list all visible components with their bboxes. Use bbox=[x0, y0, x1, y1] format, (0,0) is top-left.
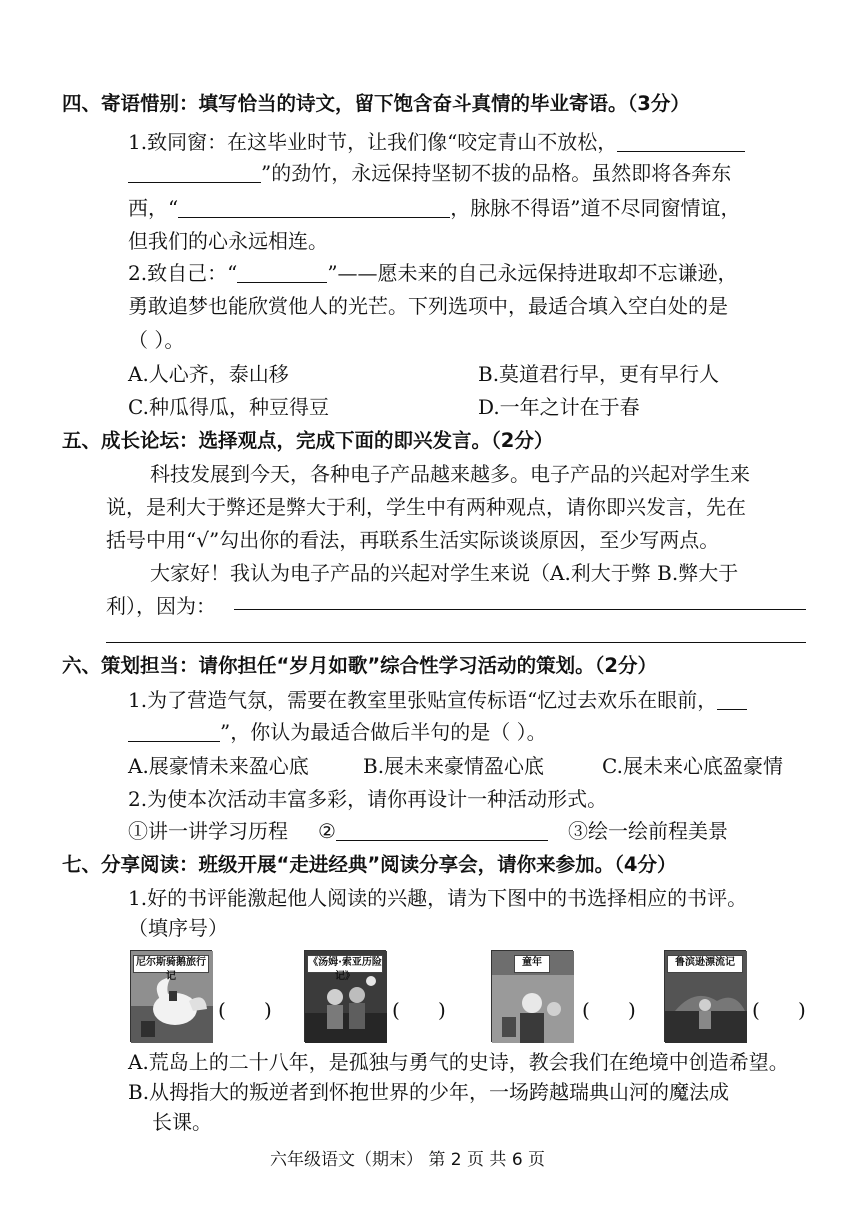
book-3-answer-paren[interactable]: ( ) bbox=[582, 998, 636, 1022]
s6-option-b: B.展未来豪情盈心底 bbox=[363, 754, 545, 778]
book-2-title: 《汤姆·索亚历险记》 bbox=[308, 957, 382, 982]
s5-speech-line2: 利），因为： bbox=[106, 594, 216, 618]
book-cover-childhood bbox=[491, 950, 573, 1042]
s4-q2-blank[interactable] bbox=[237, 262, 327, 283]
s4-q1-text-c2: ，脉脉不得语”道不尽同窗情谊， bbox=[450, 196, 741, 220]
s4-option-d: D.一年之计在于春 bbox=[478, 395, 640, 419]
s6-option-a: A.展豪情未来盈心底 bbox=[128, 754, 309, 778]
book-cover-nils bbox=[130, 950, 212, 1042]
s5-speech-line1: 大家好！我认为电子产品的兴起对学生来说（A.利大于弊 B.弊大于 bbox=[150, 561, 739, 585]
s4-q1-line4: 但我们的心永远相连。 bbox=[128, 229, 328, 253]
s6-q1-line2 bbox=[128, 718, 547, 746]
s4-q1-text-a: 1.致同窗：在这毕业时节，让我们像“咬定青山不放松， bbox=[128, 130, 618, 154]
s6-q1-line1 bbox=[128, 686, 747, 714]
s6-q1-text-a: 1.为了营造气氛，需要在教室里张贴宣传标语“忆过去欢乐在眼前， bbox=[128, 688, 718, 712]
s6-q2-text: 2.为使本次活动丰富多彩，请你再设计一种活动形式。 bbox=[128, 787, 608, 811]
s5-answer-line-1[interactable] bbox=[234, 609, 806, 610]
s6-q2-item-3: ③绘一绘前程美景 bbox=[568, 819, 728, 843]
book-cover-robinson-crusoe bbox=[664, 950, 746, 1042]
book-4-title: 鲁滨逊漂流记 bbox=[667, 955, 743, 973]
s4-q1-blank-1-cont[interactable] bbox=[128, 162, 261, 183]
section-6-heading: 六、策划担当：请你担任“岁月如歌”综合性学习活动的策划。（2分） bbox=[62, 654, 657, 677]
s4-q2-text-a2: ”——愿未来的自己永远保持进取却不忘谦逊， bbox=[327, 261, 738, 285]
s6-q2-item-1: ①讲一讲学习历程 bbox=[128, 819, 288, 843]
s4-q1-text-b: ”的劲竹，永远保持坚韧不拔的品格。虽然即将各奔东 bbox=[261, 161, 732, 185]
s5-paragraph-line1: 科技发展到今天，各种电子产品越来越多。电子产品的兴起对学生来 bbox=[150, 462, 750, 486]
s4-q1-line1 bbox=[128, 128, 745, 156]
s5-paragraph-line2: 说，是利大于弊还是弊大于利，学生中有两种观点，请你即兴发言，先在 bbox=[106, 495, 746, 519]
section-7-heading: 七、分享阅读：班级开展“走进经典”阅读分享会，请你来参加。（4分） bbox=[62, 853, 677, 876]
s7-q1-text: 1.好的书评能激起他人阅读的兴趣，请为下图中的书选择相应的书评。 bbox=[128, 886, 748, 910]
s4-option-c: C.种瓜得瓜，种豆得豆 bbox=[128, 395, 329, 419]
s7-q1-note: （填序号） bbox=[128, 916, 228, 940]
s6-q2-item-2 bbox=[318, 817, 548, 845]
s4-q2-text-a1: 2.致自己：“ bbox=[128, 261, 238, 285]
s6-q1-blank-cont[interactable] bbox=[128, 721, 220, 742]
s4-q1-line2 bbox=[128, 159, 731, 187]
s6-q2-item-2-label: ② bbox=[318, 819, 336, 843]
s4-q1-blank-1[interactable] bbox=[617, 131, 745, 152]
s6-q2-blank[interactable] bbox=[336, 820, 548, 841]
s4-option-b: B.莫道君行早，更有早行人 bbox=[478, 362, 720, 386]
book-1-title: 尼尔斯骑鹅旅行记 bbox=[133, 955, 209, 973]
s6-option-c: C.展未来心底盈豪情 bbox=[602, 754, 783, 778]
section-5-heading: 五、成长论坛：选择观点，完成下面的即兴发言。（2分） bbox=[62, 429, 554, 452]
book-1-answer-paren[interactable]: ( ) bbox=[218, 998, 272, 1022]
s5-answer-line-2[interactable] bbox=[106, 642, 806, 643]
section-4-heading: 四、寄语惜别：填写恰当的诗文，留下饱含奋斗真情的毕业寄语。（3分） bbox=[62, 92, 690, 115]
s4-q1-line3 bbox=[128, 194, 740, 222]
s4-q2-line2: 勇敢追梦也能欣赏他人的光芒。下列选项中，最适合填入空白处的是 bbox=[128, 294, 728, 318]
s4-q2-answer-paren[interactable]: （ ）。 bbox=[128, 328, 185, 352]
s4-q1-text-c1: 西，“ bbox=[128, 196, 179, 220]
s7-review-a: A.荒岛上的二十八年，是孤独与勇气的史诗，教会我们在绝境中创造希望。 bbox=[128, 1050, 789, 1074]
page-footer: 六年级语文（期末） 第 2 页 共 6 页 bbox=[270, 1150, 546, 1170]
s5-paragraph-line3: 括号中用“√”勾出你的看法，再联系生活实际谈谈原因，至少写两点。 bbox=[106, 528, 720, 552]
s4-q1-blank-2[interactable] bbox=[178, 197, 450, 218]
book-3-title: 童年 bbox=[514, 955, 550, 973]
s4-option-a: A.人心齐，泰山移 bbox=[128, 362, 289, 386]
s6-q1-text-b: ”，你认为最适合做后半句的是（ ）。 bbox=[220, 720, 547, 744]
book-4-answer-paren[interactable]: ( ) bbox=[752, 998, 806, 1022]
book-2-answer-paren[interactable]: ( ) bbox=[392, 998, 446, 1022]
s7-review-b-line1: B.从拇指大的叛逆者到怀抱世界的少年，一场跨越瑞典山河的魔法成 bbox=[128, 1080, 730, 1104]
s7-review-b-line2: 长课。 bbox=[152, 1110, 212, 1134]
s4-q2-line1 bbox=[128, 259, 738, 287]
book-cover-tom-sawyer bbox=[304, 950, 386, 1042]
s6-q1-blank[interactable] bbox=[717, 689, 747, 710]
